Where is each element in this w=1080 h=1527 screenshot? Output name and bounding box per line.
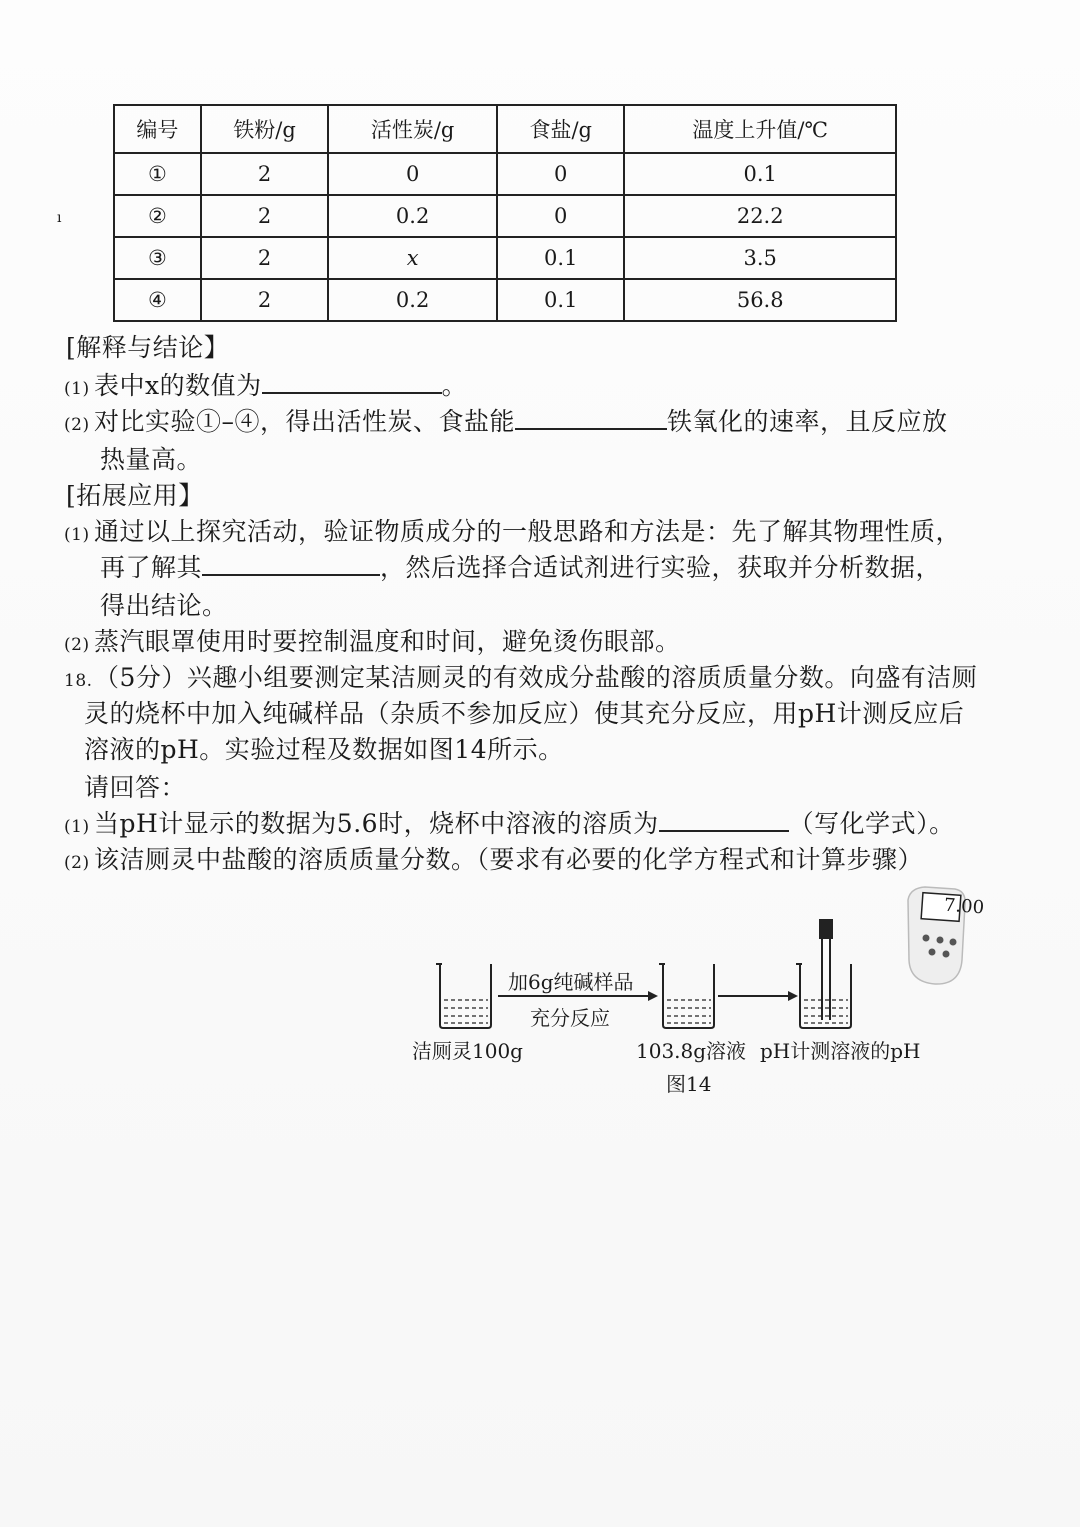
table-header-row — [114, 105, 896, 153]
table-header: 温度上升值/℃ — [624, 105, 896, 153]
item-number: (2) — [64, 853, 90, 873]
beaker-label: pH计测溶液的pH — [760, 1039, 921, 1063]
table-cell: ③ — [114, 237, 201, 279]
item-number: 18. — [64, 671, 93, 691]
table-row — [114, 195, 896, 237]
beaker-label: 洁厕灵100g — [412, 1039, 523, 1063]
answer-blank[interactable] — [659, 808, 789, 832]
question-text: （写化学式）。 — [788, 809, 955, 838]
question-text: 表中x的数值为 — [94, 371, 262, 400]
table-cell: ① — [114, 153, 201, 195]
question-text: 对比实验①–④，得出活性炭、食盐能 — [94, 407, 516, 436]
question-text: （5分）兴趣小组要测定某洁厕灵的有效成分盐酸的溶质质量分数。向盛有洁厕 — [94, 663, 978, 692]
section-heading-extension: [拓展应用】 — [66, 481, 204, 510]
table-cell: 0 — [328, 153, 497, 195]
ph-meter-display: 7.00 — [943, 894, 985, 919]
question-line — [64, 840, 923, 876]
table-cell: 0 — [497, 153, 624, 195]
question-text: 当pH计显示的数据为5.6时，烧杯中溶液的溶质为 — [94, 809, 659, 838]
table-cell: 0.2 — [328, 279, 497, 321]
question-line — [64, 622, 681, 658]
question-text: 。 — [441, 371, 468, 400]
question-line — [64, 366, 467, 402]
question-line — [64, 804, 955, 840]
table-header: 编号 — [114, 105, 201, 153]
table-row — [114, 279, 896, 321]
arrow-label-top: 加6g纯碱样品 — [508, 970, 634, 994]
table-cell: 2 — [201, 153, 328, 195]
item-number: (2) — [64, 635, 90, 655]
table-cell: 22.2 — [624, 195, 896, 237]
table-cell: 0.1 — [497, 237, 624, 279]
margin-mark: ı — [57, 210, 62, 226]
experiment-diagram — [400, 880, 1000, 1100]
beaker-icon — [436, 964, 491, 1028]
table-row — [114, 237, 896, 279]
question-text: 通过以上探究活动，验证物质成分的一般思路和方法是：先了解其物理性质， — [94, 517, 962, 546]
question-text: 得出结论。 — [100, 591, 228, 620]
table-cell: ② — [114, 195, 201, 237]
answer-blank[interactable] — [262, 370, 442, 394]
table-cell: 0 — [497, 195, 624, 237]
beaker-with-probe-icon — [796, 920, 851, 1028]
table-cell: 0.2 — [328, 195, 497, 237]
answer-blank[interactable] — [202, 552, 380, 576]
question-text: 再了解其 — [100, 553, 203, 582]
item-number: (1) — [64, 817, 90, 837]
table-cell: 2 — [201, 237, 328, 279]
table-cell: 3.5 — [624, 237, 896, 279]
table-header: 铁粉/g — [201, 105, 328, 153]
table-cell: 0.1 — [624, 153, 896, 195]
arrow-icon — [718, 991, 798, 1001]
arrow-label-bottom: 充分反应 — [530, 1006, 610, 1030]
answer-blank[interactable] — [515, 406, 667, 430]
table-cell: 2 — [201, 279, 328, 321]
table-cell: 56.8 — [624, 279, 896, 321]
question-text: 该洁厕灵中盐酸的溶质质量分数。（要求有必要的化学方程式和计算步骤） — [94, 845, 924, 874]
question-line — [64, 512, 961, 548]
table-cell: x — [328, 237, 497, 279]
table-cell: 2 — [201, 195, 328, 237]
question-text: 请回答： — [84, 773, 187, 802]
table-header: 活性炭/g — [328, 105, 497, 153]
figure-14 — [400, 880, 1000, 1100]
question-text: 蒸汽眼罩使用时要控制温度和时间，避免烫伤眼部。 — [94, 627, 681, 656]
question-line — [100, 548, 941, 584]
beaker-label: 103.8g溶液 — [636, 1039, 747, 1063]
section-heading-conclusion: [解释与结论】 — [66, 333, 230, 362]
table-row — [114, 153, 896, 195]
question-text: ，然后选择合适试剂进行实验，获取并分析数据， — [380, 553, 942, 582]
experiment-table — [113, 104, 897, 322]
table-header: 食盐/g — [497, 105, 624, 153]
item-number: (2) — [64, 415, 90, 435]
figure-caption: 图14 — [666, 1072, 712, 1096]
question-line — [64, 402, 948, 438]
question-text: 溶液的pH。实验过程及数据如图14所示。 — [84, 735, 564, 764]
table-cell: ④ — [114, 279, 201, 321]
item-number: (1) — [64, 525, 90, 545]
item-number: (1) — [64, 379, 90, 399]
question-text: 铁氧化的速率，且反应放 — [667, 407, 948, 436]
question-text: 热量高。 — [100, 445, 203, 474]
table-cell: 0.1 — [497, 279, 624, 321]
question-text: 灵的烧杯中加入纯碱样品（杂质不参加反应）使其充分反应，用pH计测反应后 — [84, 699, 965, 728]
question-18 — [64, 658, 977, 694]
beaker-icon — [659, 964, 714, 1028]
